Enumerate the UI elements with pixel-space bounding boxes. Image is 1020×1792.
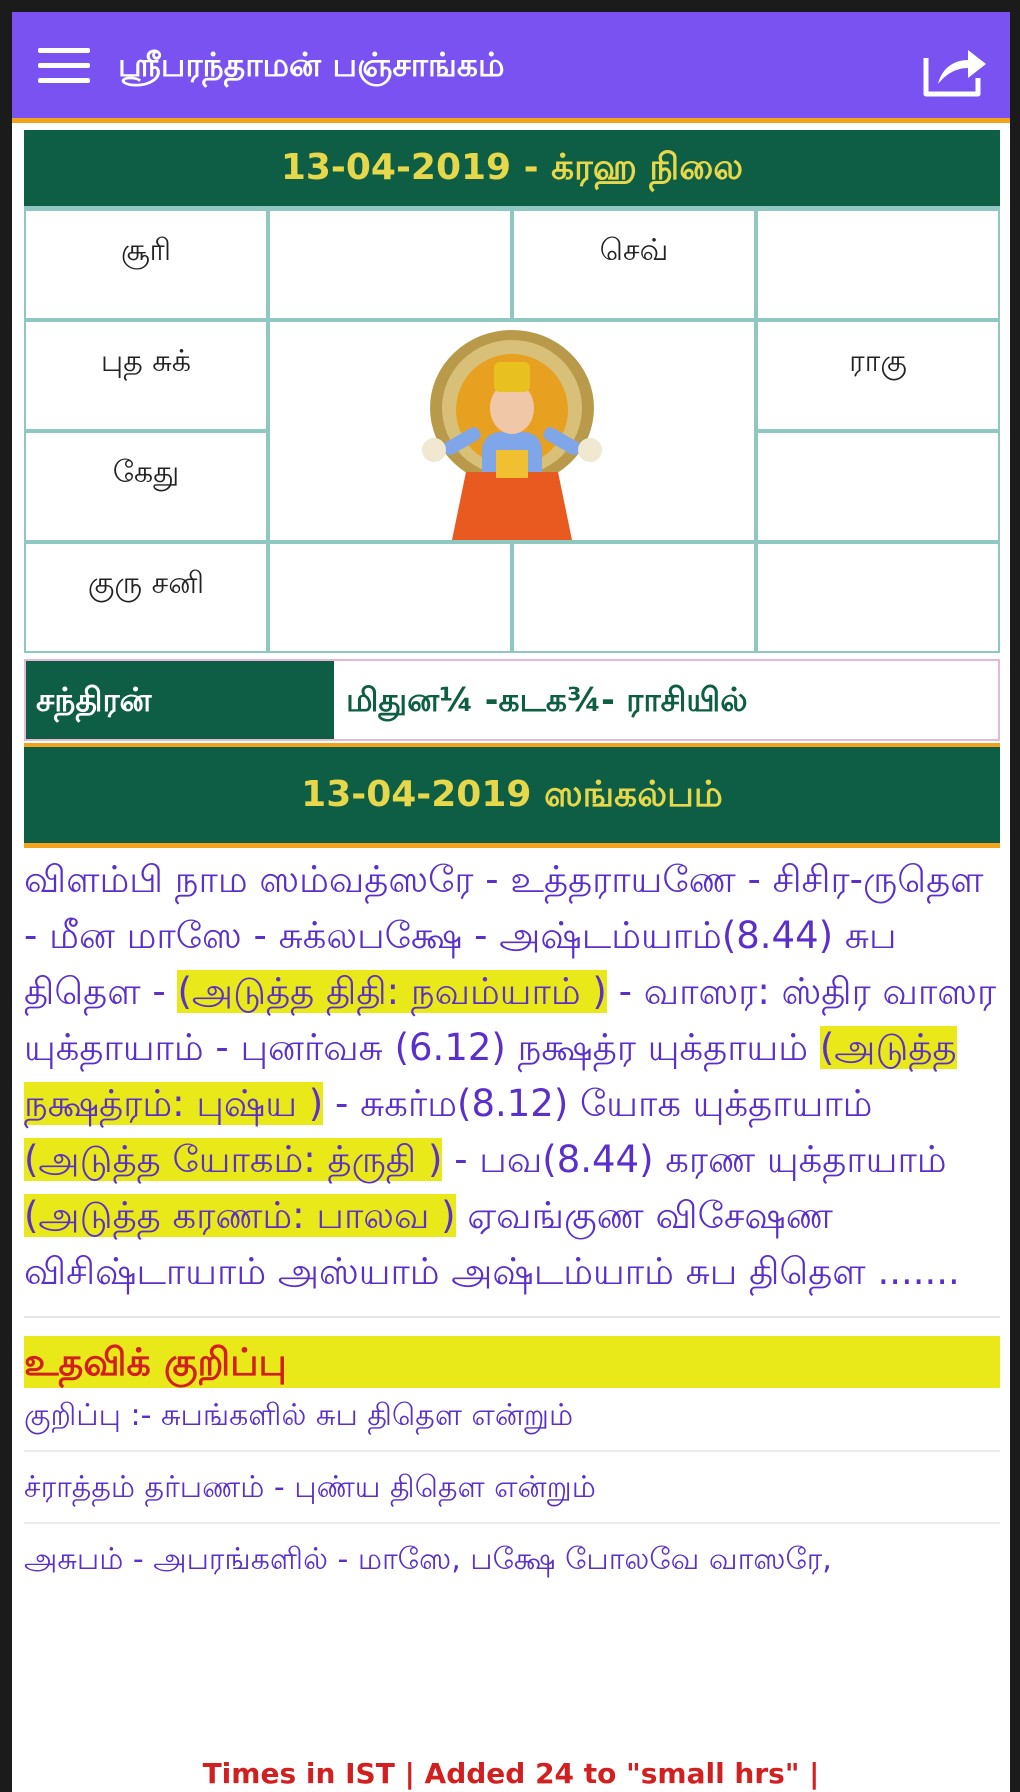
graha-cell-r1c2	[268, 209, 512, 320]
sankalpam-segment: - பவ(8.44) கரண யுக்தாயாம்	[442, 1138, 947, 1181]
next-karana-highlight: (அடுத்த கரணம்: பாலவ )	[24, 1194, 456, 1237]
sankalpam-segment: - சுகர்ம(8.12) யோக யுக்தாயாம்	[323, 1082, 873, 1125]
graha-cell-r4c1: குரு சனி	[24, 542, 268, 653]
graha-cell-r3c4	[756, 431, 1000, 542]
share-icon[interactable]	[920, 44, 990, 98]
graha-cell-r3c1: கேது	[24, 431, 268, 542]
sankalpam-segment: விளம்பி நாம ஸம்வத்ஸரே - உத்தராயணே - சிசிர-ருதௌ - மீன மாஸே - சுக்லபக்ஷே - அஷ்டம்யாம்(8.44) சுப திதௌ -	[24, 858, 984, 1013]
next-nakshatra-highlight: (அடுத்த நக்ஷத்ரம்: புஷ்ய )	[24, 1026, 957, 1125]
sankalpam-title: 13-04-2019 ஸங்கல்பம்	[24, 747, 1000, 843]
sankalpam-text	[24, 848, 1000, 1300]
app-bar	[12, 12, 1010, 118]
graha-title: 13-04-2019 - க்ரஹ நிலை	[24, 130, 1000, 206]
sankalpam-segment: - வாஸர: ஸ்திர வாஸர யுக்தாயாம் - புனர்வசு (6.12) நக்ஷத்ர யுக்தாயம்	[24, 970, 997, 1069]
hamburger-menu-icon[interactable]	[38, 48, 90, 84]
moon-label: சந்திரன்	[26, 661, 334, 739]
moon-value: மிதுன¼ -கடக¾- ராசியில்	[346, 680, 748, 719]
main-content	[24, 130, 1000, 1594]
moon-position-row	[24, 659, 1000, 741]
next-yoga-highlight: (அடுத்த யோகம்: த்ருதி )	[24, 1138, 443, 1181]
app-screen	[12, 12, 1010, 1792]
help-note: ச்ராத்தம் தர்பணம் - புண்ய திதௌ என்றும்	[24, 1452, 1000, 1524]
deity-image	[268, 320, 756, 542]
help-note: அசுபம் - அபரங்களில் - மாஸே, பக்ஷே போலவே வாஸரே,	[24, 1542, 832, 1577]
sankalpam-segment: ஏவங்குண விசேஷண விசிஷ்டாயாம் அஸ்யாம் அஷ்டம்யாம் சுப திதௌ .......	[24, 1194, 960, 1293]
graha-cell-r2c4: ராகு	[756, 320, 1000, 431]
graha-cell-r1c3: செவ்	[512, 209, 756, 320]
graha-cell-r1c1: சூரி	[24, 209, 268, 320]
graha-cell-r2c1: புத சுக்	[24, 320, 268, 431]
graha-cell-r4c2	[268, 542, 512, 653]
graha-cell-r1c4	[756, 209, 1000, 320]
footer-note: Times in IST | Added 24 to "small hrs" |	[12, 1755, 1010, 1792]
help-note: குறிப்பு :- சுபங்களில் சுப திதௌ என்றும்	[24, 1388, 1000, 1452]
graha-cell-r4c3	[512, 542, 756, 653]
graha-chart	[24, 206, 1000, 653]
divider	[24, 1316, 1000, 1318]
graha-cell-r4c4	[756, 542, 1000, 653]
app-title: ஸ்ரீபரந்தாமன் பஞ்சாங்கம்	[118, 45, 505, 84]
help-title: உதவிக் குறிப்பு	[24, 1336, 1000, 1388]
appbar-divider	[12, 118, 1010, 123]
next-tithi-highlight: (அடுத்த திதி: நவம்யாம் )	[177, 970, 607, 1013]
